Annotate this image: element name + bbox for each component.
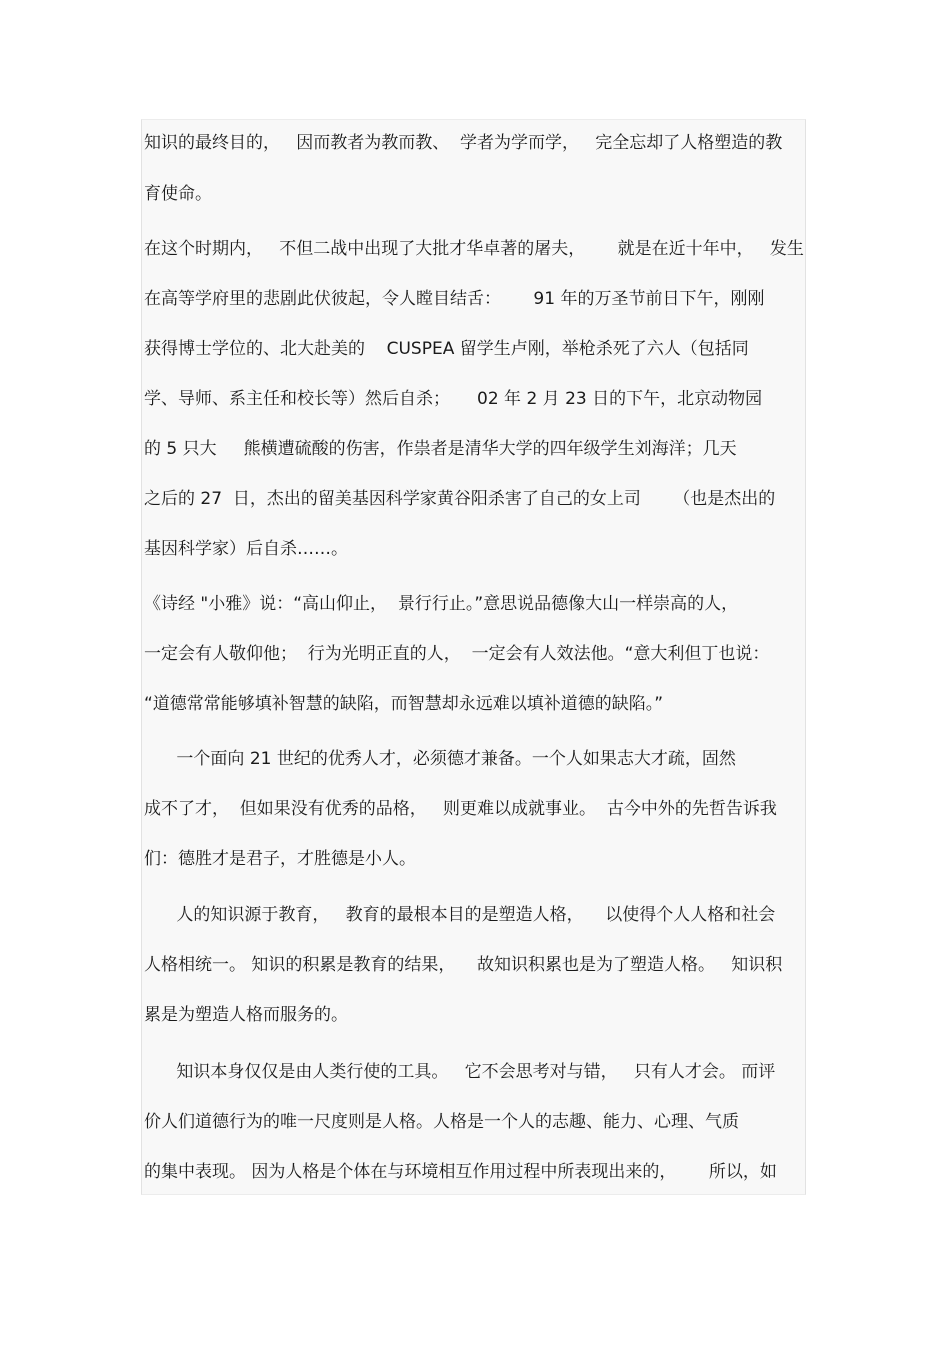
text-line: 成不了才， 但如果没有优秀的品格， 则更难以成就事业。 古今中外的先哲告诉我 (144, 799, 777, 819)
text-line: 获得博士学位的、北大赴美的 CUSPEA 留学生卢刚，举枪杀死了六人（包括同 (144, 339, 749, 359)
text-line: 累是为塑造人格而服务的。 (144, 1005, 348, 1025)
text-line: 基因科学家）后自杀……。 (144, 539, 348, 559)
text-line: 知识的最终目的， 因而教者为教而教、 学者为学而学， 完全忘却了人格塑造的教 (144, 133, 783, 153)
text-line: 在高等学府里的悲剧此伏彼起，令人瞠目结舌： 91 年的万圣节前日下午，刚刚 (144, 289, 765, 309)
text-line: 一个面向 21 世纪的优秀人才，必须德才兼备。一个人如果志大才疏，固然 (144, 749, 736, 769)
text-line: 《诗经 "小雅》说：“高山仰止， 景行行止。”意思说品德像大山一样崇高的人， (144, 594, 739, 614)
text-line: 一定会有人敬仰他； 行为光明正直的人， 一定会有人效法他。“意大利但丁也说： (144, 644, 770, 664)
text-line: 育使命。 (144, 184, 212, 204)
text-line: 价人们道德行为的唯一尺度则是人格。人格是一个人的志趣、能力、心理、气质 (144, 1112, 739, 1132)
text-line: 在这个时期内， 不但二战中出现了大批才华卓著的屠夫， 就是在近十年中， 发生 (144, 239, 804, 259)
text-line: 们：德胜才是君子，才胜德是小人。 (144, 849, 416, 869)
text-line: 人格相统一。 知识的积累是教育的结果， 故知识积累也是为了塑造人格。 知识积 (144, 955, 783, 975)
text-line: 学、导师、系主任和校长等）然后自杀； 02 年 2 月 23 日的下午，北京动物园 (144, 389, 763, 409)
text-line: “道德常常能够填补智慧的缺陷，而智慧却永远难以填补道德的缺陷。” (144, 694, 664, 714)
text-line: 人的知识源于教育， 教育的最根本目的是塑造人格， 以使得个人人格和社会 (144, 905, 776, 925)
text-line: 的 5 只大 熊横遭硫酸的伤害，作祟者是清华大学的四年级学生刘海洋；几天 (144, 439, 737, 459)
text-line: 知识本身仅仅是由人类行使的工具。 它不会思考对与错， 只有人才会。 而评 (144, 1062, 776, 1082)
text-line: 之后的 27 日，杰出的留美基因科学家黄谷阳杀害了自己的女上司 （也是杰出的 (144, 489, 776, 509)
text-line: 的集中表现。 因为人格是个体在与环境相互作用过程中所表现出来的， 所以，如 (144, 1162, 777, 1182)
